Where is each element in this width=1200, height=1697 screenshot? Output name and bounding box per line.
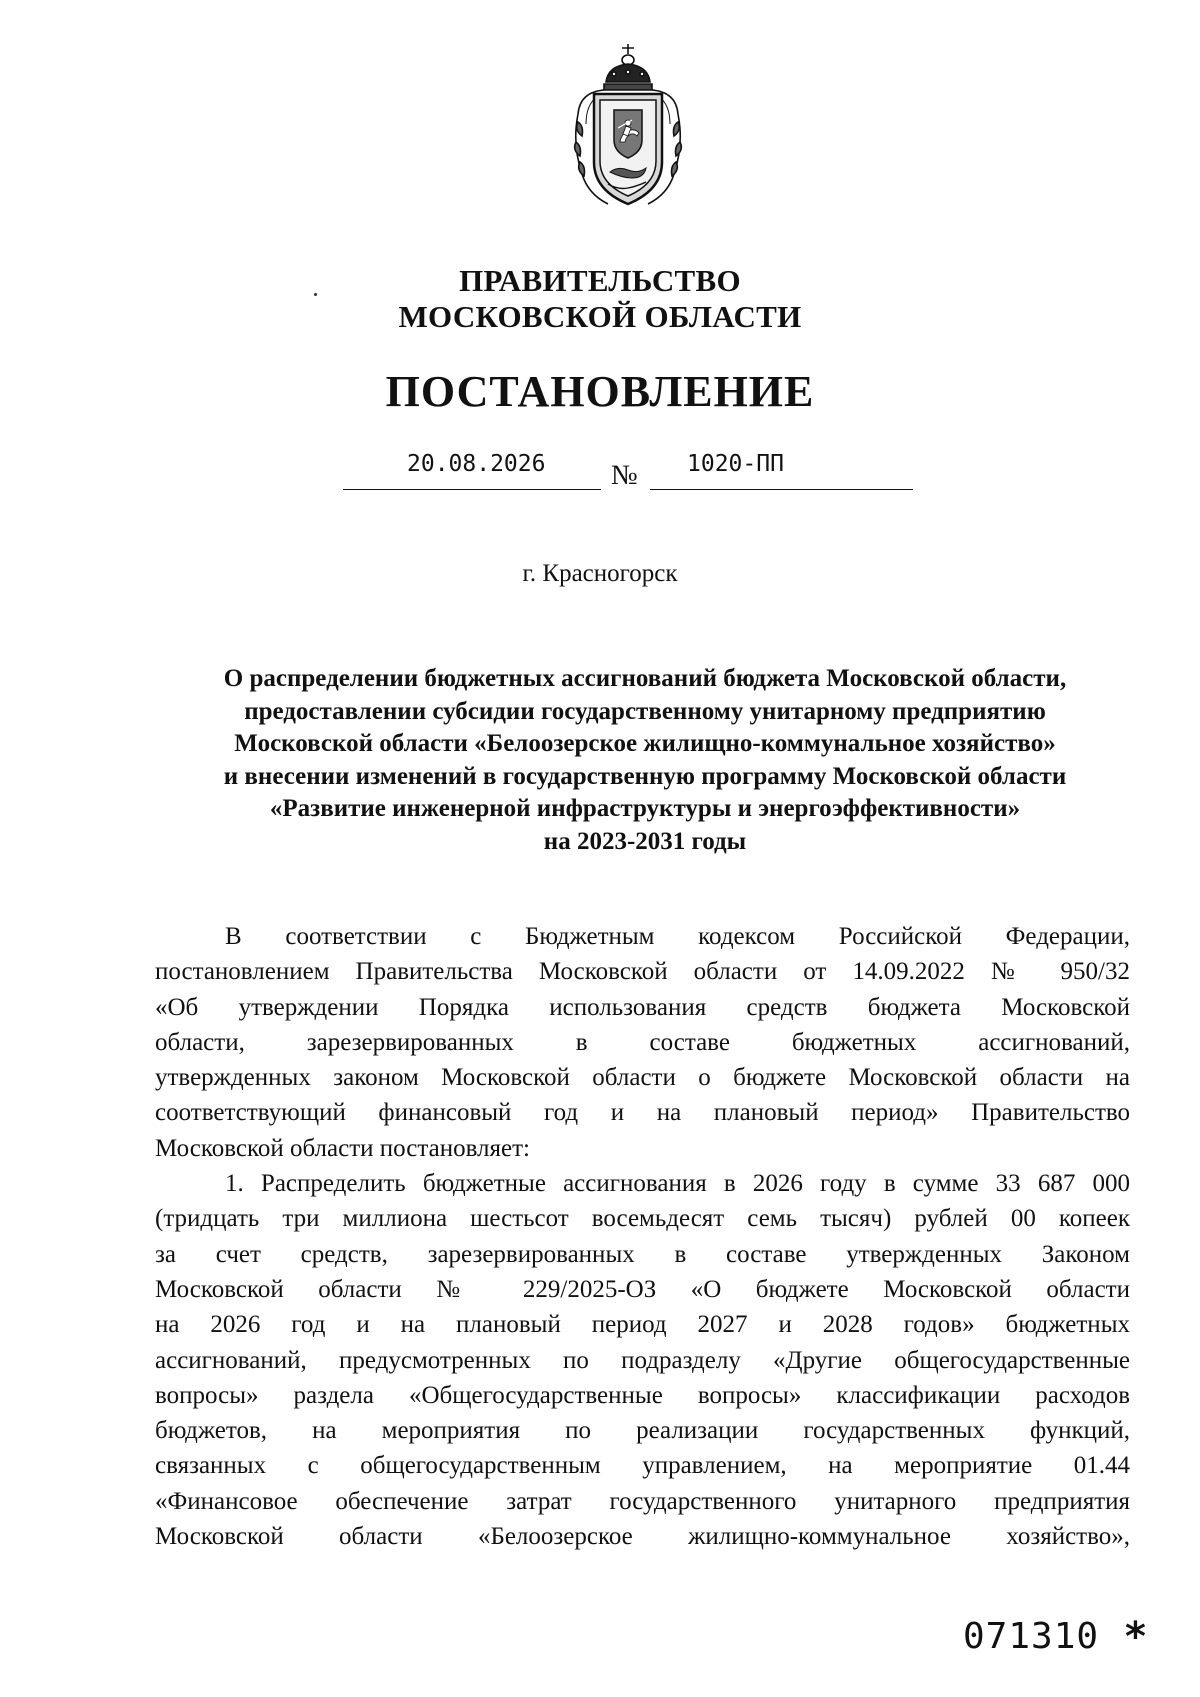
date-underline: [343, 489, 601, 490]
body-line: вопросы» раздела «Общегосударственные вопросы» классификации расходов: [155, 1381, 1130, 1409]
body-line: Московской области постановляет:: [155, 1134, 530, 1162]
coat-of-arms-emblem: [568, 44, 688, 220]
number-underline: [650, 489, 913, 490]
body-line: Московской области № 229/2025-ОЗ «О бюджете Московской области: [155, 1275, 1130, 1303]
body-line: постановлением Правительства Московской области от 14.09.2022 № 950/32: [155, 958, 1130, 986]
number-sign: №: [611, 460, 638, 491]
title-line: и внесении изменений в государственную программу Московской области: [223, 762, 1067, 790]
organization-name-line-2: МОСКОВСКОЙ ОБЛАСТИ: [398, 299, 802, 334]
organization-name-line-1: ПРАВИТЕЛЬСТВО: [459, 263, 741, 298]
body-line: 1. Распределить бюджетные ассигнования в 2026 году в сумме 33 687 000: [225, 1170, 1130, 1198]
body-line: за счет средств, зарезервированных в составе утвержденных Законом: [155, 1240, 1130, 1268]
serial-asterisk-mark: *: [1125, 1614, 1146, 1660]
body-line: бюджетов, на мероприятия по реализации государственных функций,: [155, 1417, 1130, 1445]
body-line: связанных с общегосударственным управлением, на мероприятие 01.44: [155, 1452, 1130, 1480]
title-line: Московской области «Белоозерское жилищно-коммунальное хозяйство»: [234, 730, 1056, 757]
body-line: Московской области «Белоозерское жилищно-коммунальное хозяйство»,: [155, 1523, 1130, 1551]
title-line: на 2023-2031 годы: [543, 827, 747, 855]
document-type-heading: ПОСТАНОВЛЕНИЕ: [385, 367, 815, 416]
title-line: предоставлении субсидии государственному унитарному предприятию: [244, 697, 1046, 725]
form-serial-number: 071310: [963, 1616, 1100, 1657]
issuing-city: г. Красногорск: [522, 560, 678, 587]
body-line: ассигнований, предусмотренных по подразделу «Другие общегосударственные: [155, 1346, 1130, 1374]
body-line: «Финансовое обеспечение затрат государственного унитарного предприятия: [155, 1487, 1130, 1515]
title-line: «Развитие инженерной инфраструктуры и энергоэффективности»: [269, 795, 1021, 822]
body-line: «Об утверждении Порядка использования средств бюджета Московской: [155, 993, 1130, 1021]
title-line: О распределении бюджетных ассигнований бюджета Московской области,: [223, 665, 1067, 692]
body-line: (тридцать три миллиона шестьсот восемьдесят семь тысяч) рублей 00 копеек: [155, 1205, 1130, 1233]
body-line: соответствующий финансовый год и на плановый период» Правительство: [155, 1099, 1130, 1127]
document-date: 20.08.2026: [407, 451, 546, 477]
body-line: на 2026 год и на плановый период 2027 и 2028 годов» бюджетных: [155, 1311, 1130, 1339]
body-line: области, зарезервированных в составе бюджетных ассигнований,: [155, 1028, 1130, 1056]
body-line: утвержденных законом Московской области о бюджете Московской области на: [155, 1064, 1130, 1092]
document-number: 1020-ПП: [687, 451, 784, 477]
document-body: [155, 919, 1130, 1554]
document-title: [150, 663, 1140, 858]
body-line: В соответствии с Бюджетным кодексом Российской Федерации,: [225, 923, 1130, 950]
